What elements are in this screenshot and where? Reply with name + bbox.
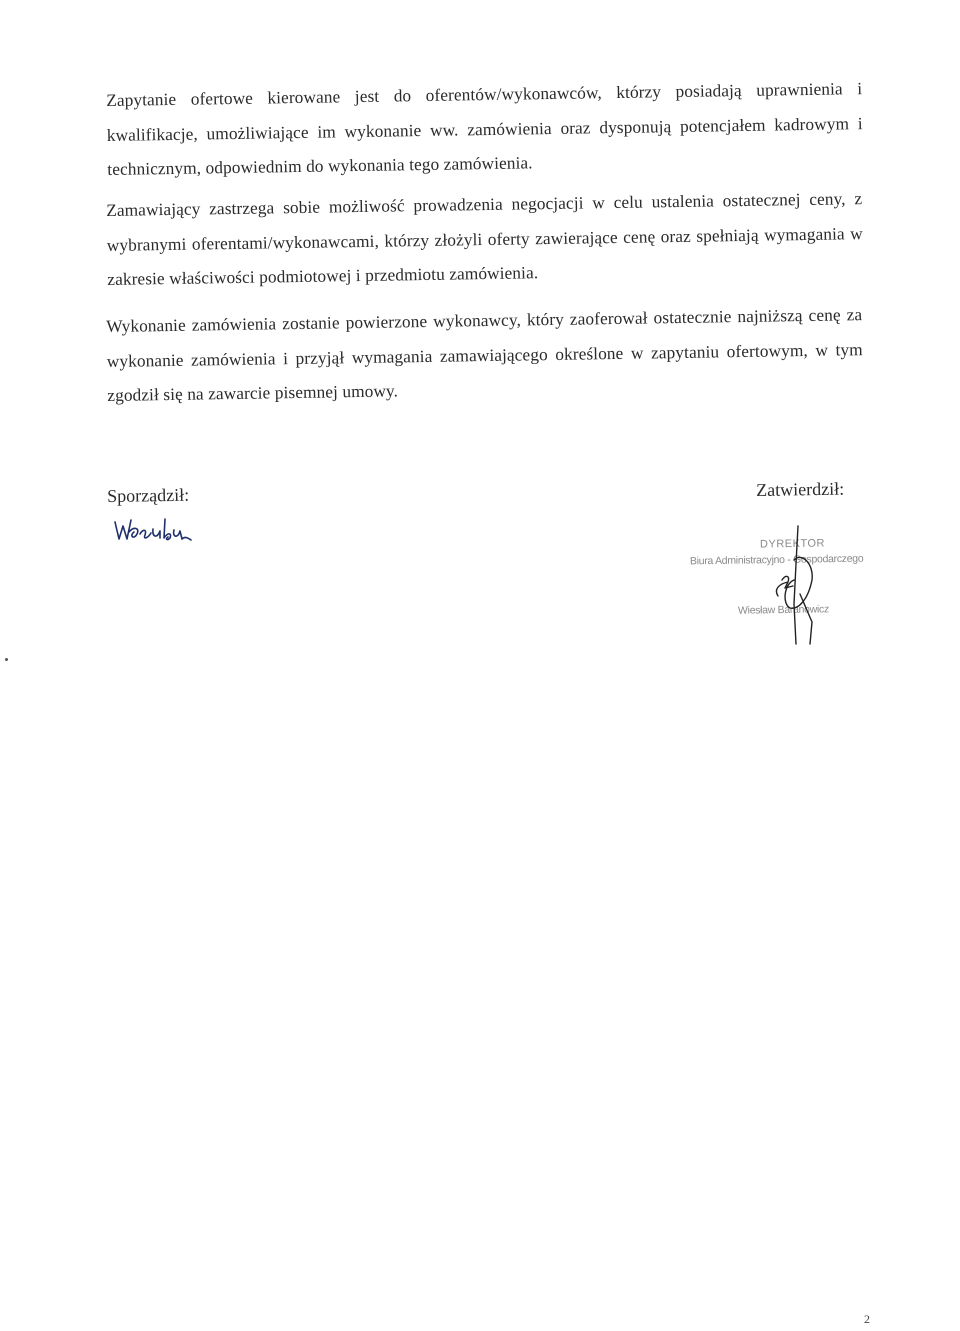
stamp-title: DYREKTOR [759,537,826,551]
stamp-name: Wiesław Baranowicz [737,603,829,617]
director-stamp [690,524,900,654]
stamp-unit: Biura Administracyjno - Gospodarczego [689,552,864,568]
paragraph-negotiations: Zamawiający zastrzega sobie możliwość prowadzenia negocjacji w celu ustalenia ostatecznej ceny, z wybranymi oferentami/wykonawcami, którzy złożyli oferty zawierające cenę oraz spełniają wymagania w zakresie właściwości podmiotowej i przedmiotu zamówienia. [106,189,863,289]
paragraph-qualifications: Zapytanie ofertowe kierowane jest do oferentów/wykonawców, którzy posiadają uprawnienia i kwalifikacje, umożliwiające im wykonanie ww. zamówienia oraz dysponują potencjałem kadrowym i technicznym, odpowiednim do wykonania tego zamówienia. [106,79,863,179]
prepared-by-label: Sporządził: [107,484,190,506]
scan-speck [5,658,8,661]
page-number: 2 [864,1312,870,1326]
approved-by-label: Zatwierdził: [756,478,845,500]
paragraph-award: Wykonanie zamówienia zostanie powierzone wykonawcy, który zaoferował ostatecznie najniższą cenę za wykonanie zamówienia i przyjął wymagania zamawiającego określone w zapytaniu ofertowym, w tym zgodził się na zawarcie pisemnej umowy. [106,305,863,405]
approved-signature [690,524,900,654]
prepared-signature [112,512,196,546]
